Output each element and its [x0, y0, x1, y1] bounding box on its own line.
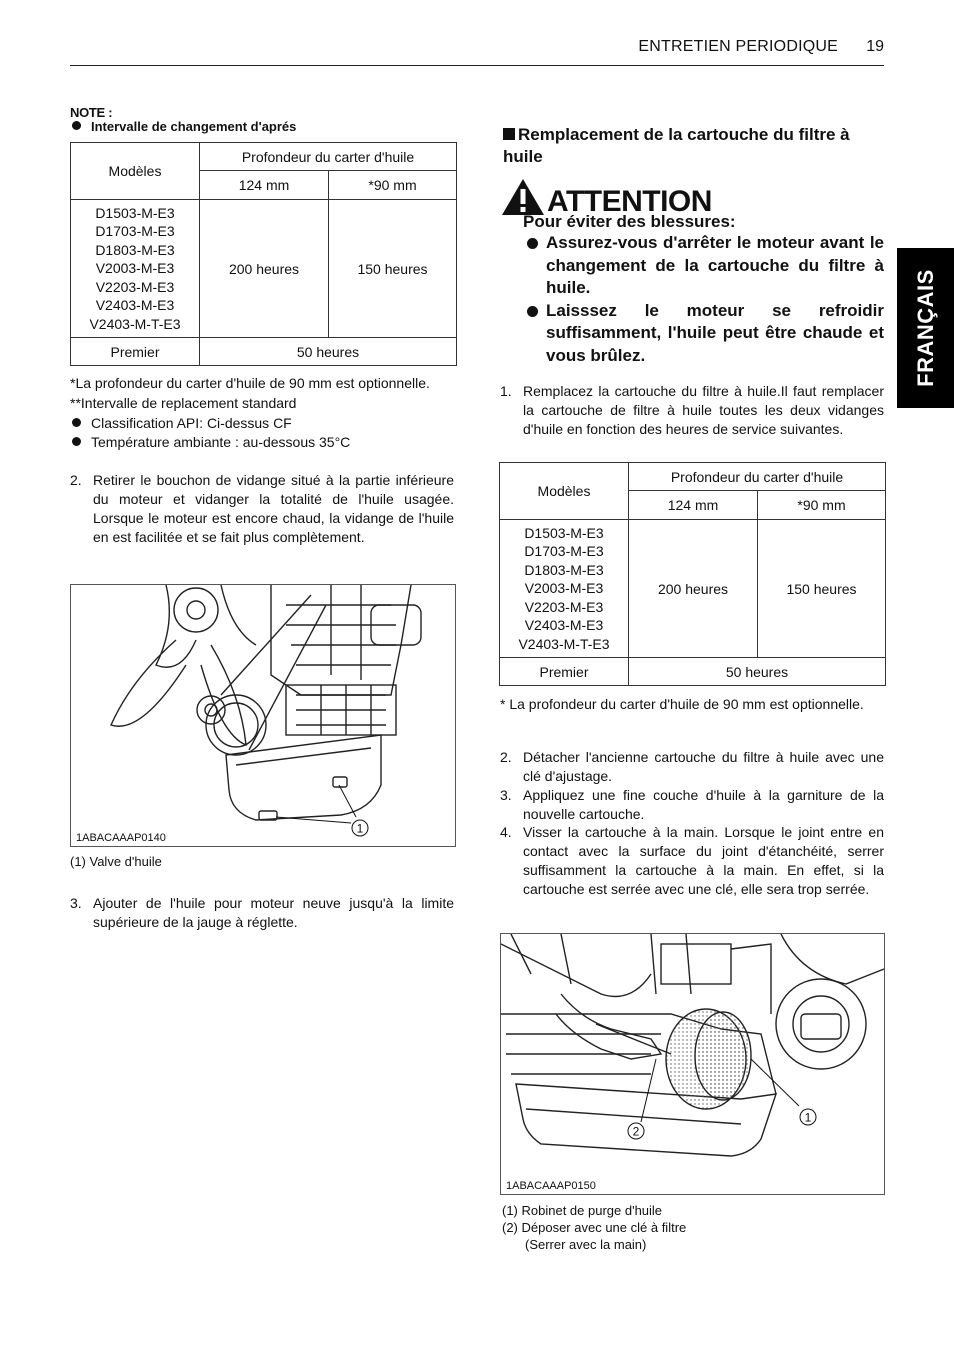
oil-filter-figure	[500, 933, 885, 1195]
step-number: 4.	[500, 824, 512, 840]
model-name: V2403-M-E3	[95, 297, 175, 314]
engine-drain-illustration	[71, 585, 455, 846]
step-text: Visser la cartouche à la main. Lorsque le joint entre en contact avec la surface du joint d'étanchéité, serrer suffisamment la cartouche à la main. En effet, si la cartouche est serrée avec une clé, elle sera trop serrée.	[523, 824, 884, 897]
engine-drain-figure	[70, 584, 456, 847]
model-name: D1503-M-E3	[524, 524, 604, 541]
table-value-124: 200 heures	[629, 520, 758, 658]
model-name: D1803-M-E3	[524, 561, 604, 578]
table-first-label: Premier	[500, 658, 629, 686]
bullet-temperature: Température ambiante : au-dessous 35°C	[72, 433, 350, 452]
table-value-90: 150 heures	[329, 200, 457, 338]
interval-table-left	[70, 142, 457, 366]
oil-filter-illustration	[501, 934, 884, 1194]
model-name: V2403-M-E3	[524, 617, 604, 634]
figure-caption-1: (1) Robinet de purge d'huile	[502, 1203, 663, 1218]
model-name: V2403-M-T-E3	[89, 315, 181, 332]
model-name: V2203-M-E3	[524, 598, 604, 615]
model-name: V2403-M-T-E3	[518, 635, 610, 652]
bullet-icon	[527, 306, 538, 317]
footnote-interval: **Intervalle de replacement standard	[70, 395, 297, 411]
figure-caption-2: (2) Déposer avec une clé à filtre	[502, 1220, 687, 1235]
figure-caption-3: (Serrer avec la main)	[525, 1237, 647, 1252]
model-name: D1803-M-E3	[95, 241, 175, 258]
model-name: D1703-M-E3	[524, 543, 604, 560]
attention-bullet: Assurez-vous d'arrêter le moteur avant le changement de la cartouche du filtre à huile.	[523, 232, 884, 300]
figure-code: 1ABACAAAP0140	[76, 832, 166, 844]
attention-bullets	[523, 232, 884, 367]
interval-table-right	[499, 462, 886, 686]
note-item: Intervalle de changement d'aprés	[72, 119, 296, 134]
table-first-value: 50 heures	[629, 658, 886, 686]
footnote-depth: *La profondeur du carter d'huile de 90 mm est optionnelle.	[70, 375, 430, 391]
step-text: Ajouter de l'huile pour moteur neuve jusqu'à la limite supérieure de la jauge à réglette.	[93, 895, 454, 930]
model-name: V2003-M-E3	[95, 260, 175, 277]
step-3-left	[70, 894, 454, 934]
language-tab	[897, 248, 954, 408]
step-1-right	[500, 382, 884, 460]
model-name: V2003-M-E3	[524, 580, 604, 597]
callout-number-2: 2	[632, 1124, 640, 1139]
running-header-title: ENTRETIEN PERIODIQUE	[638, 38, 838, 55]
figure-code: 1ABACAAAP0150	[506, 1180, 596, 1192]
step-number: 2.	[500, 749, 512, 765]
callout-number-1: 1	[804, 1110, 812, 1125]
callout-number: 1	[356, 821, 364, 836]
bullet-api: Classification API: Ci-dessus CF	[72, 414, 292, 433]
bullet-icon	[72, 418, 81, 427]
table-header-depth: Profondeur du carter d'huile	[629, 463, 886, 491]
page-number: 19	[866, 38, 884, 55]
attention-subheading: Pour éviter des blessures:	[523, 212, 736, 231]
step-2-right	[500, 748, 884, 786]
step-text: Appliquez une fine couche d'huile à la garniture de la nouvelle cartouche.	[523, 787, 884, 822]
table-header-124: 124 mm	[629, 491, 758, 520]
attention-heading: ATTENTION	[547, 185, 712, 218]
table-models-cell	[500, 520, 629, 658]
step-2-left	[70, 471, 454, 567]
attention-bullet: Laisssez le moteur se refroidir suffisamment, l'huile peut être chaude et vous brûlez.	[523, 300, 884, 368]
table-value-124: 200 heures	[200, 200, 329, 338]
footnote-depth-right: * La profondeur du carter d'huile de 90 mm est optionnelle.	[500, 696, 864, 712]
bullet-icon	[72, 437, 81, 446]
step-text: Remplacez la cartouche du filtre à huile.Il faut remplacer la cartouche de filtre à huile toutes les deux vidanges d'huile en fonction des heures de service suivantes.	[523, 383, 884, 437]
section-title: Remplacement de la cartouche du filtre à huile	[503, 125, 850, 166]
table-first-value: 50 heures	[200, 338, 457, 366]
step-number: 1.	[500, 383, 512, 399]
model-name: D1503-M-E3	[95, 204, 175, 221]
model-name: D1703-M-E3	[95, 223, 175, 240]
step-number: 3.	[500, 787, 512, 803]
table-header-depth: Profondeur du carter d'huile	[200, 143, 457, 171]
table-header-models: Modèles	[71, 143, 200, 200]
table-first-label: Premier	[71, 338, 200, 366]
step-4-right	[500, 823, 884, 919]
figure-caption: (1) Valve d'huile	[70, 854, 162, 869]
table-header-124: 124 mm	[200, 171, 329, 200]
table-models-cell	[71, 200, 200, 338]
step-text: Détacher l'ancienne cartouche du filtre à huile avec une clé d'ajustage.	[523, 749, 884, 784]
step-number: 3.	[70, 895, 82, 911]
bullet-icon	[527, 238, 538, 249]
step-text: Retirer le bouchon de vidange situé à la partie inférieure du moteur et vidanger la totalité de l'huile usagée. Lorsque le moteur est encore chaud, la vidange de l'huile en est facilitée et se fait plus complètement.	[93, 472, 454, 545]
model-name: V2203-M-E3	[95, 278, 175, 295]
bullet-icon	[72, 121, 81, 130]
table-header-90: *90 mm	[329, 171, 457, 200]
warning-triangle-icon	[501, 178, 545, 216]
square-bullet-icon	[503, 128, 515, 140]
header-divider	[70, 65, 884, 66]
step-3-right	[500, 786, 884, 824]
note-label: NOTE :	[70, 105, 113, 120]
step-number: 2.	[70, 472, 82, 488]
table-header-models: Modèles	[500, 463, 629, 520]
table-header-90: *90 mm	[758, 491, 886, 520]
language-tab-label: FRANÇAIS	[912, 269, 938, 387]
table-value-90: 150 heures	[758, 520, 886, 658]
